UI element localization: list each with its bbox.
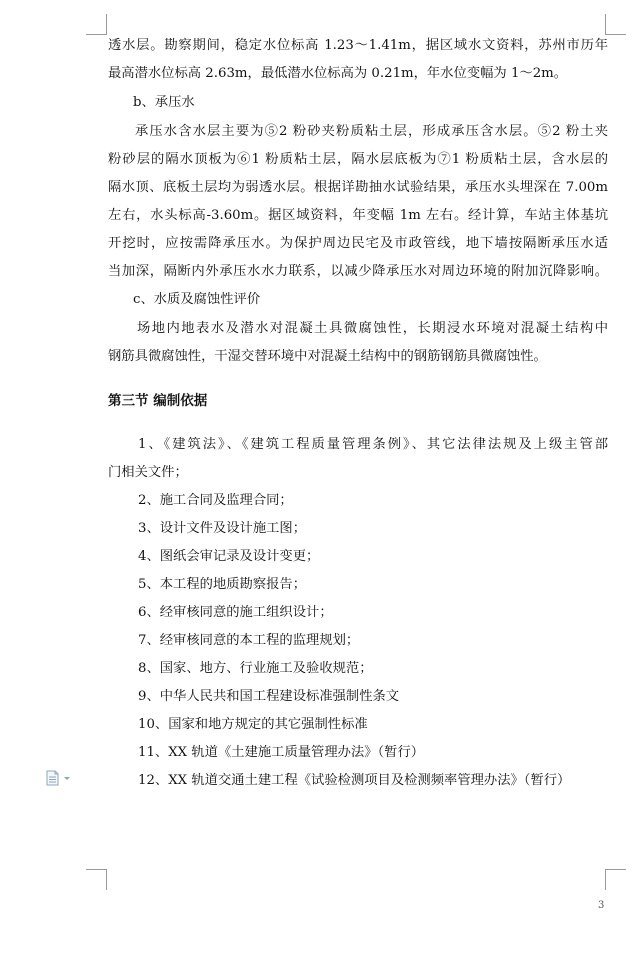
body-line: 透水层。勘察期间，稳定水位标高 1.23～1.41m，据区域水文资料，苏州市历年 [108, 38, 608, 53]
list-item: 2、施工合同及监理合同； [138, 493, 293, 508]
list-item: 5、本工程的地质勘察报告； [138, 577, 307, 592]
list-item: 7、经审核同意的本工程的监理规划； [138, 633, 360, 648]
list-item: 3、设计文件及设计施工图； [138, 521, 307, 536]
section-heading: 第三节 编制依据 [108, 393, 208, 409]
body-line: 粉砂层的隔水顶板为⑥1 粉质粘土层，隔水层底板为⑦1 粉质粘土层，含水层的 [108, 152, 608, 167]
list-item: 10、国家和地方规定的其它强制性标准 [138, 717, 368, 732]
body-line: 隔水顶、底板土层均为弱透水层。根据详勘抽水试验结果，承压水头埋深在 7.00m [108, 180, 608, 195]
crop-mark-top-left [86, 14, 107, 35]
list-item: 6、经审核同意的施工组织设计； [138, 605, 333, 620]
crop-mark-bottom-left [86, 869, 107, 890]
body-line: 最高潜水位标高 2.63m，最低潜水位标高为 0.21m，年水位变幅为 1～2m。 [108, 66, 568, 81]
list-item: 1、《建筑法》、《建筑工程质量管理条例》、其它法律法规及上级主管部 [138, 437, 608, 452]
body-line: 钢筋具微腐蚀性，干湿交替环境中对混凝土结构中的钢筋钢筋具微腐蚀性。 [108, 349, 547, 364]
list-item-continuation: 门相关文件； [108, 465, 188, 480]
body-line: 承压水含水层主要为⑤2 粉砂夹粉质粘土层，形成承压含水层。⑤2 粉土夹 [135, 124, 608, 139]
body-line: 场地内地表水及潜水对混凝土具微腐蚀性，长期浸水环境对混凝土结构中 [137, 321, 608, 336]
body-line: 开挖时，应按需降承压水。为保护周边民宅及市政管线，地下墙按隔断承压水适 [108, 236, 608, 251]
subheading-confined-water: b、承压水 [133, 95, 195, 110]
list-item: 11、XX 轨道《土建施工质量管理办法》（暂行） [138, 745, 425, 760]
page-number: 3 [598, 900, 605, 911]
document-icon[interactable] [46, 770, 74, 786]
body-line: 当加深，隔断内外承压水水力联系，以减少降承压水对周边环境的附加沉降影响。 [108, 264, 608, 279]
body-line: 左右，水头标高-3.60m。据区域资料，年变幅 1m 左右。经计算，车站主体基坑 [108, 208, 608, 223]
list-item: 8、国家、地方、行业施工及验收规范； [138, 661, 373, 676]
list-item: 4、图纸会审记录及设计变更； [138, 549, 320, 564]
crop-mark-top-right [605, 14, 626, 35]
subheading-water-quality: c、水质及腐蚀性评价 [133, 292, 261, 307]
list-item: 9、中华人民共和国工程建设标准强制性条文 [138, 689, 400, 704]
list-item: 12、XX 轨道交通土建工程《试验检测项目及检测频率管理办法》（暂行） [138, 773, 571, 788]
crop-mark-bottom-right [605, 869, 626, 890]
